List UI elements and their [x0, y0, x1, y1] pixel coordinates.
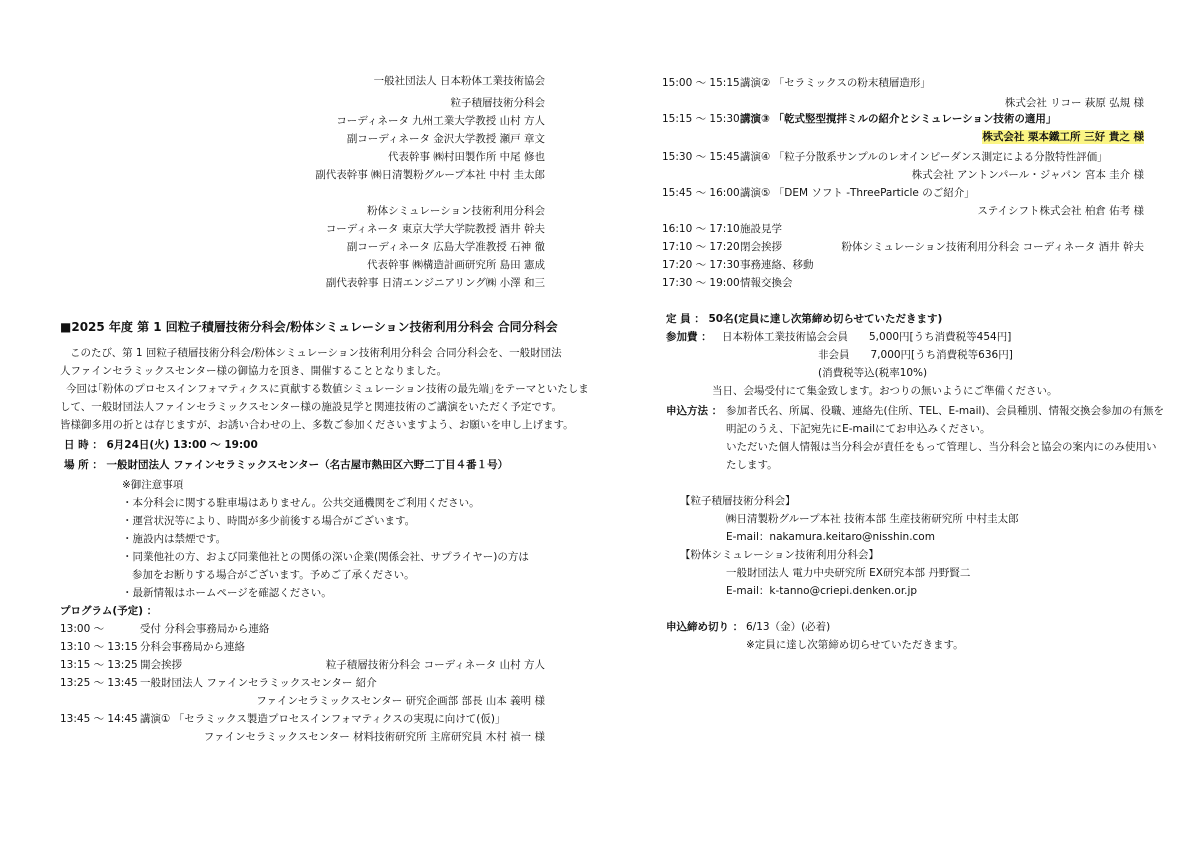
apply-line: たします。 — [726, 459, 778, 471]
deadline-note: ※定員に達し次第締め切らせていただきます。 — [746, 639, 964, 651]
note-item: ・最新情報はホームページを確認ください。 — [122, 587, 332, 599]
note-item: ・運営状況等により、時間が多少前後する場合がございます。 — [122, 515, 416, 527]
fee-member: 日本粉体工業技術協会会員 5,000円[うち消費税等454円] — [722, 331, 1012, 343]
program-time: 15:00 ～ 15:15 — [662, 77, 740, 89]
program-time: 17:30 ～ 19:00 — [662, 277, 740, 289]
program-time: 13:25 ～ 13:45 — [60, 677, 138, 689]
deadline-value: 6/13（金）(必着) — [746, 621, 831, 633]
program-text: 分科会事務局から連絡 — [140, 641, 245, 653]
contact-email: E-mail：k-tanno@criepi.denken.or.jp — [726, 585, 918, 597]
program-text: 施設見学 — [740, 223, 782, 235]
note-item: 参加をお断りする場合がございます。予めご了承ください。 — [132, 569, 415, 581]
note-item: ・本分科会に関する駐車場はありません。公共交通機関をご利用ください。 — [122, 497, 480, 509]
apply-label: 申込方法 ： — [666, 405, 723, 417]
fee-label: 参加費 ： — [666, 331, 712, 343]
group1-name: 粒子積層技術分科会 — [450, 97, 545, 109]
program-text: 閉会挨拶 — [740, 241, 782, 253]
group1-member: コーディネータ 九州工業大学教授 山村 方人 — [336, 115, 545, 127]
fee-nonmember: 非会員 7,000円[うち消費税等636円] — [818, 349, 1013, 361]
program-speaker: ファインセラミックスセンター 材料技術研究所 主席研究員 木村 禎一 様 — [203, 731, 545, 743]
apply-line: いただいた個人情報は当分科会が責任をもって管理し、当分科会と協会の案内にのみ使用い — [726, 441, 1157, 453]
program-time: 13:10 ～ 13:15 — [60, 641, 138, 653]
contact-group: 【粒子積層技術分科会】 — [680, 495, 796, 507]
program-speaker: ステイシフト株式会社 柏倉 佑考 様 — [977, 205, 1144, 217]
program-text: 講演② 「セラミックスの粉末積層造形」 — [740, 77, 931, 89]
program-time: 15:15 ～ 15:30 — [662, 113, 740, 125]
intro-line: このたび、第 1 回粒子積層技術分科会/粉体シミュレーション技術利用分科会 合同分科会を、一般財団法 — [70, 347, 562, 359]
intro-line: して、一般財団法人ファインセラミックスセンター様の施設見学と関連技術のご講演をいただく予定です。 — [60, 401, 563, 413]
program-text: 講演④ 「粒子分散系サンプルのレオインピーダンス測定による分散特性評価」 — [740, 151, 1108, 163]
contact-group: 【粉体シミュレーション技術利用分科会】 — [680, 549, 879, 561]
deadline-label: 申込締め切り ： — [666, 621, 744, 633]
group1-member: 副コーディネータ 金沢大学教授 瀬戸 章文 — [346, 133, 545, 145]
event-heading: ■2025 年度 第 1 回粒子積層技術分科会/粉体シミュレーション技術利用分科会 合同分科会 — [60, 320, 558, 334]
fee-note: 当日、会場受付にて集金致します。おつりの無いようにご準備ください。 — [712, 385, 1058, 397]
program-title: プログラム(予定) ： — [60, 605, 158, 617]
program-time: 15:45 ～ 16:00 — [662, 187, 740, 199]
event-date: 日 時 ： 6月24日(火) 13:00 ～ 19:00 — [64, 439, 258, 451]
apply-line: 参加者氏名、所属、役職、連絡先(住所、TEL、E-mail)、会員種別、情報交換会参加の有無を — [726, 405, 1165, 417]
note-item: ・同業他社の方、および同業他社との関係の深い企業(関係会社、サプライヤー)の方は — [122, 551, 529, 563]
apply-line: 明記のうえ、下記宛先にE-mailにてお申込みください。 — [726, 423, 991, 435]
intro-line: 皆様御多用の折とは存じますが、お誘い合わせの上、多数ご参加くださいますよう、お願いを申し上げます。 — [60, 419, 574, 431]
contact-email: E-mail：nakamura.keitaro@nisshin.com — [726, 531, 935, 543]
program-time: 13:00 ～ — [60, 623, 105, 635]
notes-title: ※御注意事項 — [122, 479, 184, 491]
group1-member: 副代表幹事 ㈱日清製粉グループ本社 中村 圭太郎 — [315, 169, 545, 181]
group2-member: 代表幹事 ㈱構造計画研究所 島田 憲成 — [366, 259, 545, 271]
capacity-line: 定 員 ： 50名(定員に達し次第締め切らせていただきます) — [666, 313, 943, 325]
program-text: 講演① 「セラミックス製造プロセスインフォマティクスの実現に向けて(仮)」 — [140, 713, 506, 725]
program-text: 一般財団法人 ファインセラミックスセンター 紹介 — [140, 677, 377, 689]
program-time: 13:45 ～ 14:45 — [60, 713, 138, 725]
program-speaker: 粉体シミュレーション技術利用分科会 コーディネータ 酒井 幹夫 — [841, 241, 1144, 253]
program-text: 講演⑤ 「DEM ソフト -ThreeParticle のご紹介」 — [740, 187, 975, 199]
program-speaker: 株式会社 リコー 萩原 弘規 様 — [1004, 97, 1144, 109]
intro-line: 今回は｢粉体のプロセスインフォマティクスに貢献する数値シミュレーション技術の最先端｣をテーマといたしま — [66, 383, 589, 395]
program-text: 受付 分科会事務局から連絡 — [140, 623, 270, 635]
group2-member: 副コーディネータ 広島大学准教授 石神 徹 — [346, 241, 545, 253]
fee-tax: (消費税等込(税率10%) — [818, 367, 928, 379]
program-time: 13:15 ～ 13:25 — [60, 659, 138, 671]
program-speaker: ファインセラミックスセンター 研究企画部 部長 山本 義明 様 — [256, 695, 545, 707]
program-speaker: 株式会社 栗本鐵工所 三好 貴之 様 — [982, 131, 1144, 143]
program-text: 情報交換会 — [740, 277, 793, 289]
group2-member: 副代表幹事 日清エンジニアリング㈱ 小澤 和三 — [325, 277, 545, 289]
group1-member: 代表幹事 ㈱村田製作所 中尾 修也 — [387, 151, 545, 163]
association-name: 一般社団法人 日本粉体工業技術協会 — [373, 75, 545, 87]
contact-org: ㈱日清製粉グループ本社 技術本部 生産技術研究所 中村圭太郎 — [726, 513, 1019, 525]
event-place: 場 所 ： 一般財団法人 ファインセラミックスセンター（名古屋市熱田区六野二丁目４番１号） — [64, 459, 509, 471]
program-time: 16:10 ～ 17:10 — [662, 223, 740, 235]
program-time: 17:20 ～ 17:30 — [662, 259, 740, 271]
group2-name: 粉体シミュレーション技術利用分科会 — [367, 205, 545, 217]
note-item: ・施設内は禁煙です。 — [122, 533, 227, 545]
program-text: 事務連絡、移動 — [740, 259, 814, 271]
program-speaker: 株式会社 アントンパール・ジャパン 宮本 圭介 様 — [911, 169, 1144, 181]
contact-org: 一般財団法人 電力中央研究所 EX研究本部 丹野賢二 — [726, 567, 971, 579]
program-text: 開会挨拶 — [140, 659, 182, 671]
program-speaker: 粒子積層技術分科会 コーディネータ 山村 方人 — [325, 659, 545, 671]
program-time: 17:10 ～ 17:20 — [662, 241, 740, 253]
intro-line: 人ファインセラミックスセンター様の御協力を頂き、開催することとなりました。 — [60, 365, 448, 377]
program-time: 15:30 ～ 15:45 — [662, 151, 740, 163]
program-text: 講演③ 「乾式竪型撹拌ミルの紹介とシミュレーション技術の適用」 — [740, 113, 1057, 125]
group2-member: コーディネータ 東京大学大学院教授 酒井 幹夫 — [325, 223, 545, 235]
